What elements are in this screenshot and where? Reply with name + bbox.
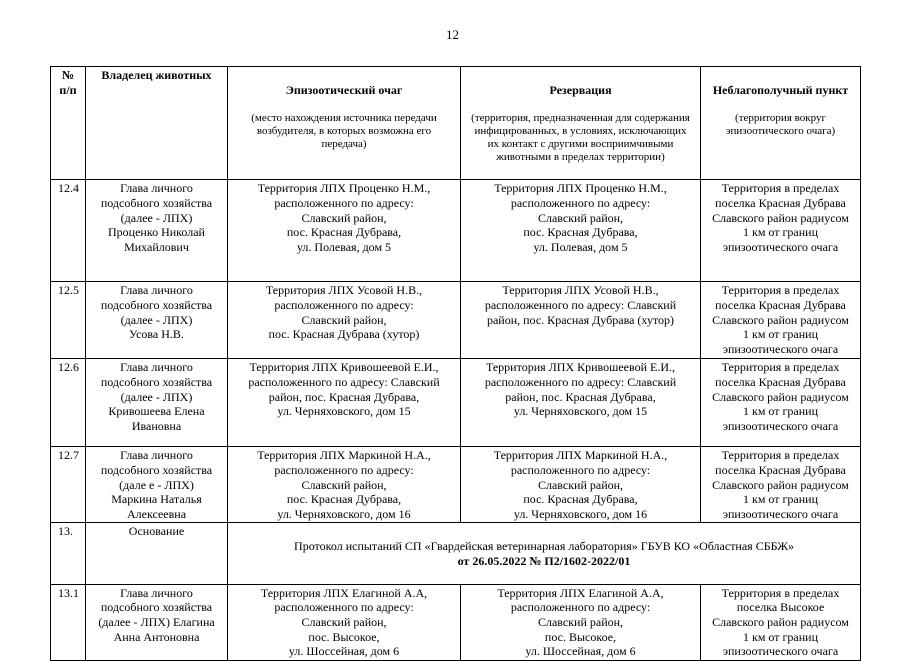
owner-cell: Глава личного подсобного хозяйства (далее - ЛПХ) Елагина Анна Антоновна <box>86 584 228 660</box>
table-row <box>51 282 861 359</box>
basis-protocol-text: Протокол испытаний СП «Гвардейская ветеринарная лаборатория» ГБУВ КО «Областная СББЖ» <box>294 538 794 553</box>
focus-cell: Территория ЛПХ Елагиной А.А, расположенного по адресу: Славский район, пос. Высокое, ул. Шоссейная, дом 6 <box>228 584 461 660</box>
point-cell: Территория в пределах поселка Красная Дубрава Славского район радиусом 1 км от границ эпизоотического очага <box>701 359 861 447</box>
basis-protocol-number: от 26.05.2022 № П2/1602-2022/01 <box>457 553 631 568</box>
header-focus-title: Эпизоотический очаг <box>285 82 403 97</box>
header-point-title: Неблагополучный пункт <box>712 82 849 97</box>
reservation-cell: Территория ЛПХ Елагиной А.А, расположенного по адресу: Славский район, пос. Высокое, ул. Шоссейная, дом 6 <box>461 584 701 660</box>
point-cell: Территория в пределах поселка Красная Дубрава Славского район радиусом 1 км от границ эпизоотического очага <box>701 282 861 359</box>
basis-text-cell <box>228 523 861 584</box>
focus-cell: Территория ЛПХ Усовой Н.В., расположенного по адресу: Славский район, пос. Красная Дубрава (хутор) <box>228 282 461 359</box>
header-focus <box>228 67 461 180</box>
owner-cell: Глава личного подсобного хозяйства (далее - ЛПХ) Усова Н.В. <box>86 282 228 359</box>
table-header-row <box>51 67 861 180</box>
table-row <box>51 359 861 447</box>
header-focus-sub: (место нахождения источника передачи возбудителя, в которых возможна его передача) <box>251 111 437 150</box>
header-point <box>701 67 861 180</box>
table-row <box>51 180 861 282</box>
header-reservation-title: Резервация <box>549 82 612 97</box>
row-number: 12.6 <box>51 359 86 447</box>
row-number: 12.5 <box>51 282 86 359</box>
header-point-sub: (территория вокруг эпизоотического очага) <box>725 111 836 137</box>
point-cell: Территория в пределах поселка Высокое Славского район радиусом 1 км от границ эпизоотического очага <box>701 584 861 660</box>
reservation-cell: Территория ЛПХ Кривошеевой Е.И., расположенного по адресу: Славский район, пос. Красная Дубрава, ул. Черняховского, дом 15 <box>461 359 701 447</box>
point-cell: Территория в пределах поселка Красная Дубрава Славского район радиусом 1 км от границ эпизоотического очага <box>701 180 861 282</box>
header-reservation <box>461 67 701 180</box>
owner-cell: Глава личного подсобного хозяйства (далее - ЛПХ) Кривошеева Елена Ивановна <box>86 359 228 447</box>
row-number: 12.4 <box>51 180 86 282</box>
row-number: 13.1 <box>51 584 86 660</box>
reservation-cell: Территория ЛПХ Проценко Н.М., расположенного по адресу: Славский район, пос. Красная Дубрава, ул. Полевая, дом 5 <box>461 180 701 282</box>
focus-cell: Территория ЛПХ Кривошеевой Е.И., расположенного по адресу: Славский район, пос. Красная Дубрава, ул. Черняховского, дом 15 <box>228 359 461 447</box>
epizootic-table <box>50 66 861 661</box>
owner-cell: Глава личного подсобного хозяйства (дале е - ЛПХ) Маркина Наталья Алексеевна <box>86 447 228 523</box>
page-number: 12 <box>446 27 459 42</box>
focus-cell: Территория ЛПХ Маркиной Н.А., расположенного по адресу: Славский район, пос. Красная Дубрава, ул. Черняховского, дом 16 <box>228 447 461 523</box>
point-cell: Территория в пределах поселка Красная Дубрава Славского район радиусом 1 км от границ эпизоотического очага <box>701 447 861 523</box>
row-number: 12.7 <box>51 447 86 523</box>
focus-cell: Территория ЛПХ Проценко Н.М., расположенного по адресу: Славский район, пос. Красная Дубрава, ул. Полевая, дом 5 <box>228 180 461 282</box>
reservation-cell: Территория ЛПХ Усовой Н.В., расположенного по адресу: Славский район, пос. Красная Дубрава (хутор) <box>461 282 701 359</box>
basis-row <box>51 523 861 584</box>
row-number: 13. <box>51 523 86 584</box>
header-owner: Владелец животных <box>86 67 228 180</box>
reservation-cell: Территория ЛПХ Маркиной Н.А., расположенного по адресу: Славский район, пос. Красная Дубрава, ул. Черняховского, дом 16 <box>461 447 701 523</box>
owner-cell: Глава личного подсобного хозяйства (далее - ЛПХ) Проценко Николай Михайлович <box>86 180 228 282</box>
header-num: № п/п <box>51 67 86 180</box>
basis-label: Основание <box>86 523 228 584</box>
table-row <box>51 447 861 523</box>
header-reservation-sub: (территория, предназначенная для содержания инфицированных, в условиях, исключающих их контакт с другими восприимчивыми животными в пределах территории) <box>471 111 690 163</box>
table-row <box>51 584 861 660</box>
